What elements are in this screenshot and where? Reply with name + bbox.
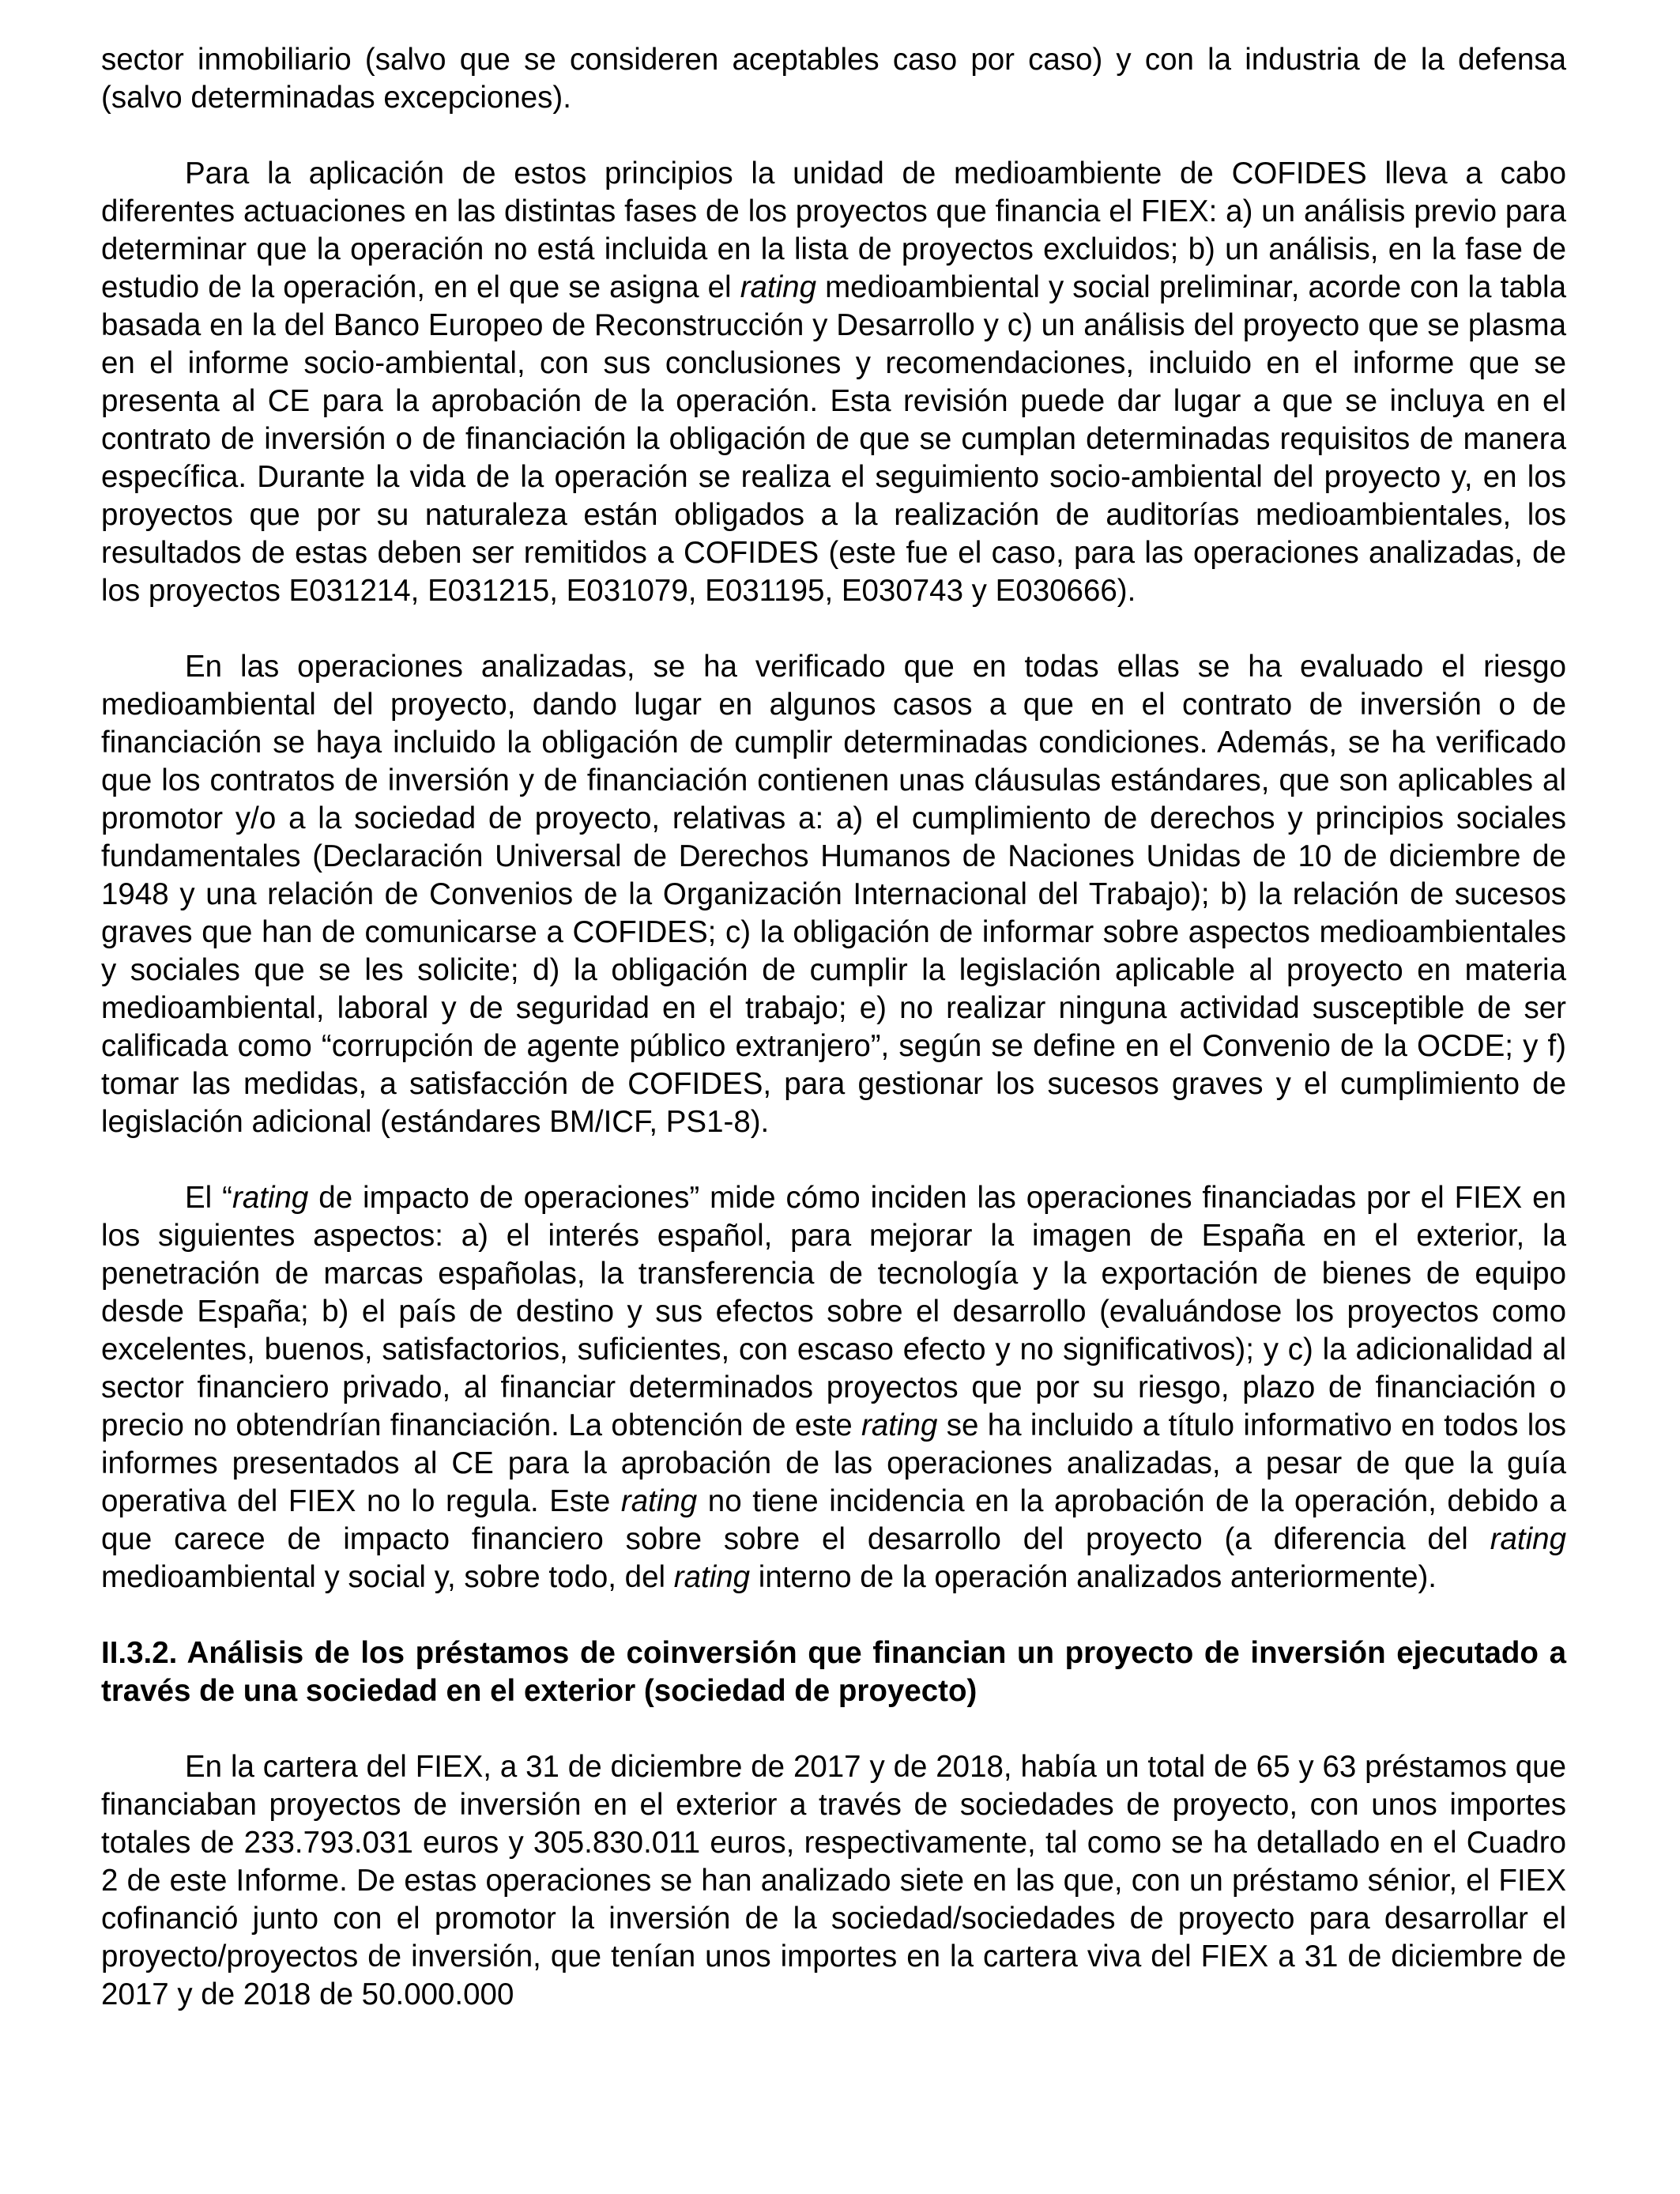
paragraph-analyzed-operations: En las operaciones analizadas, se ha verificado que en todas ellas se ha evaluado el riesgo medioambiental del proyecto, dando lugar en algunos casos a que en el contrato de inversión o de financiación se haya incluido la obligación de cumplir determinadas condiciones. Además, se ha verificado que los contratos de inversión y de financiación contienen unas cláusulas estándares, que son aplicables al promotor y/o a la sociedad de proyecto, relativas a: a) el cumplimiento de derechos y principios sociales fundamentales (Declaración Universal de Derechos Humanos de Naciones Unidas de 10 de diciembre de 1948 y una relación de Convenios de la Organización Internacional del Trabajo); b) la relación de sucesos graves que han de comunicarse a COFIDES; c) la obligación de informar sobre aspectos medioambientales y sociales que se les solicite; d) la obligación de cumplir la legislación aplicable al proyecto en materia medioambiental, laboral y de seguridad en el trabajo; e) no realizar ninguna actividad susceptible de ser calificada como “corrupción de agente público extranjero”, según se define en el Convenio de la OCDE; y f) tomar las medidas, a satisfacción de COFIDES, para gestionar los sucesos graves y el cumplimiento de legislación adicional (estándares BM/ICF, PS1-8).	[101, 650, 1566, 1139]
paragraph-environmental-actions	[101, 155, 1566, 610]
document-page	[101, 41, 1566, 2014]
paragraph-text: Para la aplicación de estos principios la unidad de medioambiente de COFIDES lleva a cabo diferentes actuaciones en las distintas fases de los proyectos que financia el FIEX: a) un análisis previo para determinar que la operación no está incluida en la lista de proyectos excluidos; b) un análisis, en la fase de estudio de la operación, en el que se asigna el	[101, 156, 1566, 304]
paragraph-portfolio-loans: En la cartera del FIEX, a 31 de diciembre de 2017 y de 2018, había un total de 65 y 63 préstamos que financiaban proyectos de inversión en el exterior a través de sociedades de proyecto, con unos importes totales de 233.793.031 euros y 305.830.011 euros, respectivamente, tal como se ha detallado en el Cuadro 2 de este Informe. De estas operaciones se han analizado siete en las que, con un préstamo sénior, el FIEX cofinanció junto con el promotor la inversión de la sociedad/sociedades de proyecto para desarrollar el proyecto/proyectos de inversión, que tenían unos importes en la cartera viva del FIEX a 31 de diciembre de 2017 y de 2018 de 50.000.000	[101, 1750, 1566, 2011]
rating-term: rating	[740, 270, 816, 304]
paragraph-text: se ha incluido a título informativo en todos los informes presentados al CE para la aprobación de las operaciones analizadas, a pesar de que la guía operativa del FIEX no lo regula. Este	[101, 1408, 1566, 1518]
paragraph-continuation: sector inmobiliario (salvo que se consideren aceptables caso por caso) y con la industria de la defensa (salvo determinadas excepciones).	[101, 43, 1566, 115]
rating-term: rating	[1490, 1522, 1566, 1556]
paragraph-text: interno de la operación analizados anteriormente).	[750, 1560, 1437, 1594]
paragraph-text: medioambiental y social y, sobre todo, del	[101, 1560, 674, 1594]
rating-term: rating	[620, 1484, 698, 1518]
section-heading: II.3.2. Análisis de los préstamos de coinversión que financian un proyecto de inversión ejecutado a través de una sociedad en el exterior (sociedad de proyecto)	[101, 1636, 1566, 1708]
rating-term: rating	[232, 1181, 309, 1215]
rating-term: rating	[861, 1408, 938, 1442]
paragraph-text: El “	[185, 1181, 233, 1215]
paragraph-impact-rating	[101, 1179, 1566, 1596]
paragraph-text: de impacto de operaciones” mide cómo inciden las operaciones financiadas por el FIEX en los siguientes aspectos: a) el interés español, para mejorar la imagen de España en el exterior, la penetración de marcas españolas, la transferencia de tecnología y la exportación de bienes de equipo desde España; b) el país de destino y sus efectos sobre el desarrollo (evaluándose los proyectos como excelentes, buenos, satisfactorios, suficientes, con escaso efecto y no significativos); y c) la adicionalidad al sector financiero privado, al financiar determinados proyectos que por su riesgo, plazo de financiación o precio no obtendrían financiación. La obtención de este	[101, 1181, 1567, 1442]
paragraph-text: medioambiental y social preliminar, acorde con la tabla basada en la del Banco Europeo de Reconstrucción y Desarrollo y c) un análisis del proyecto que se plasma en el informe socio-ambiental, con sus conclusiones y recomendaciones, incluido en el informe que se presenta al CE para la aprobación de la operación. Esta revisión puede dar lugar a que se incluya en el contrato de inversión o de financiación la obligación de que se cumplan determinadas requisitos de manera específica. Durante la vida de la operación se realiza el seguimiento socio-ambiental del proyecto y, en los proyectos que por su naturaleza están obligados a la realización de auditorías medioambientales, los resultados de estas deben ser remitidos a COFIDES (este fue el caso, para las operaciones analizadas, de los proyectos E031214, E031215, E031079, E031195, E030743 y E030666).	[101, 270, 1566, 608]
paragraph-text: no tiene incidencia en la aprobación de la operación, debido a que carece de impacto financiero sobre sobre el desarrollo del proyecto (a diferencia del	[101, 1484, 1566, 1556]
rating-term: rating	[673, 1560, 751, 1594]
